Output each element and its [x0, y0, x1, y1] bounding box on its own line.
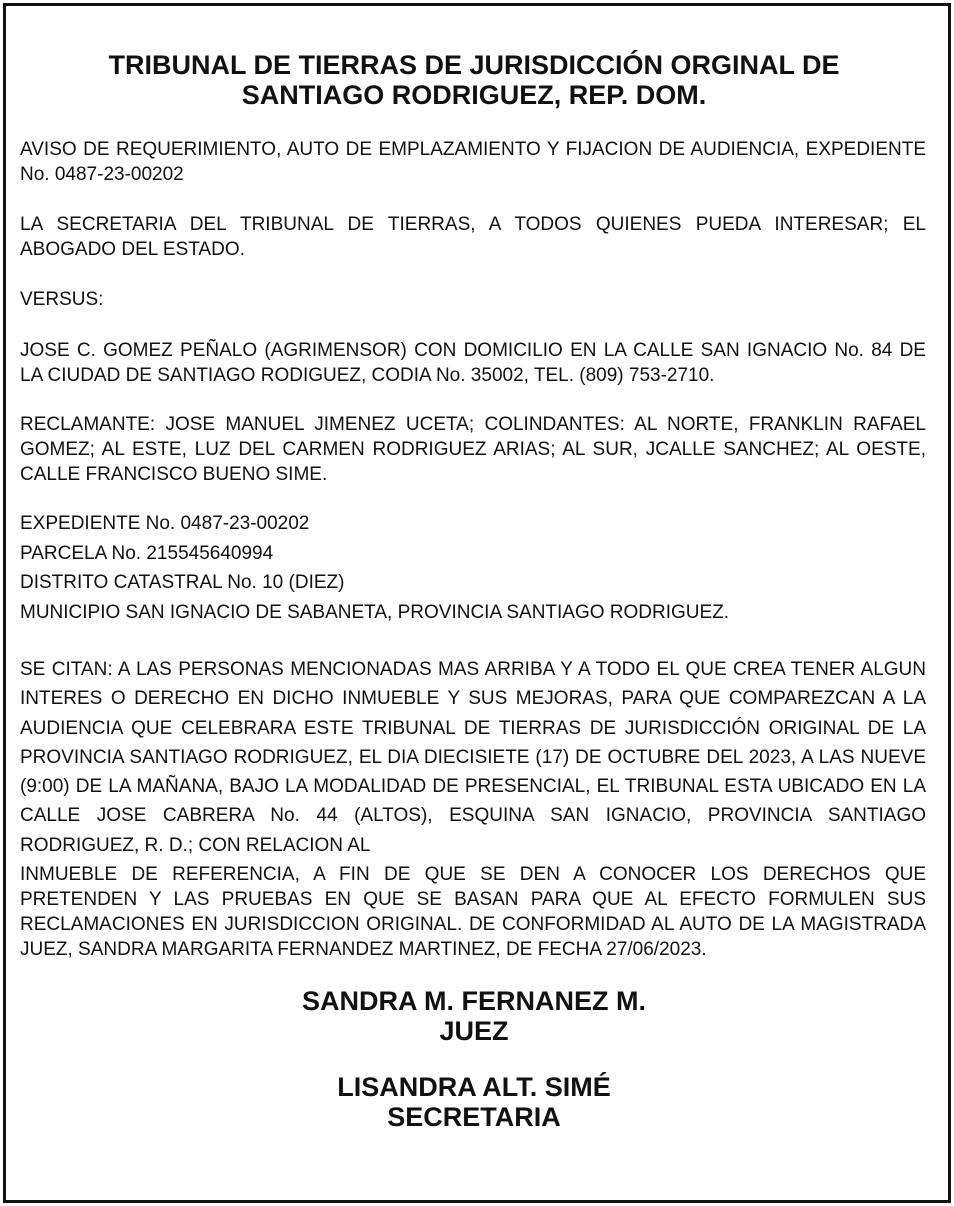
addressee-paragraph: LA SECRETARIA DEL TRIBUNAL DE TIERRAS, A TODOS QUIENES PUEDA INTERESAR; EL ABOGADO DEL ESTADO. — [20, 214, 926, 260]
notice-title — [0, 50, 948, 110]
summons-paragraph: SE CITAN: A LAS PERSONAS MENCIONADAS MAS ARRIBA Y A TODO EL QUE CREA TENER ALGUN INTERES O DERECHO EN DICHO INMUEBLE Y SUS MEJORAS, PARA QUE COMPAREZCAN A LA AUDIENCIA QUE CELEBRARA ESTE TRIBUNAL DE TIERRAS DE JURISDICCIÓN ORIGINAL DE LA PROVINCIA SANTIAGO RODRIGUEZ, EL DIA DIECISIETE (17) DE OCTUBRE DEL 2023, A LAS NUEVE (9:00) DE LA MAÑANA, BAJO LA MODALIDAD DE PRESENCIAL, EL TRIBUNAL ESTA UBICADO EN LA CALLE JOSE CABRERA No. 44 (ALTOS), ESQUINA SAN IGNACIO, PROVINCIA SANTIAGO RODRIGUEZ, R. D.; CON RELACION AL — [20, 659, 926, 856]
notice-heading-paragraph: AVISO DE REQUERIMIENTO, AUTO DE EMPLAZAMIENTO Y FIJACION DE AUDIENCIA, EXPEDIENTE No. 0487-23-00202 — [20, 139, 926, 185]
title-line-1: TRIBUNAL DE TIERRAS DE JURISDICCIÓN ORGINAL DE — [108, 50, 840, 80]
secretary-signature-block — [0, 1072, 948, 1132]
cadastral-district: DISTRITO CATASTRAL No. 10 (DIEZ) — [20, 572, 345, 593]
judge-name: SANDRA M. FERNANEZ M. — [302, 986, 646, 1016]
respondent-paragraph: JOSE C. GOMEZ PEÑALO (AGRIMENSOR) CON DOMICILIO EN LA CALLE SAN IGNACIO No. 84 DE LA CIUDAD DE SANTIAGO RODIGUEZ, CODIA No. 35002, TEL. (809) 753-2710. — [20, 340, 926, 386]
municipality: MUNICIPIO SAN IGNACIO DE SABANETA, PROVINCIA SANTIAGO RODRIGUEZ. — [20, 601, 730, 623]
summons-paragraph-continued: INMUEBLE DE REFERENCIA, A FIN DE QUE SE DEN A CONOCER LOS DERECHOS QUE PRETENDEN Y LAS PRUEBAS EN QUE SE BASAN PARA QUE AL EFECTO FORMULEN SUS RECLAMACIONES EN JURISDICCION ORIGINAL. DE CONFORMIDAD AL AUTO DE LA MAGISTRADA JUEZ, SANDRA MARGARITA FERNANDEZ MARTINEZ, DE FECHA 27/06/2023. — [20, 864, 926, 960]
judge-title: JUEZ — [439, 1016, 509, 1046]
case-file-number: EXPEDIENTE No. 0487-23-00202 — [20, 513, 310, 534]
judge-signature-block — [0, 986, 948, 1046]
versus-label: VERSUS: — [20, 289, 104, 310]
parcel-number: PARCELA No. 215545640994 — [20, 542, 274, 564]
secretary-name: LISANDRA ALT. SIMÉ — [337, 1072, 611, 1102]
claimant-paragraph: RECLAMANTE: JOSE MANUEL JIMENEZ UCETA; COLINDANTES: AL NORTE, FRANKLIN RAFAEL GOMEZ; AL ESTE, LUZ DEL CARMEN RODRIGUEZ ARIAS; AL SUR, JCALLE SANCHEZ; AL OESTE, CALLE FRANCISCO BUENO SIME. — [20, 414, 926, 485]
title-line-2: SANTIAGO RODRIGUEZ, REP. DOM. — [241, 80, 707, 110]
case-details-list — [20, 509, 926, 627]
secretary-title: SECRETARIA — [387, 1102, 561, 1132]
